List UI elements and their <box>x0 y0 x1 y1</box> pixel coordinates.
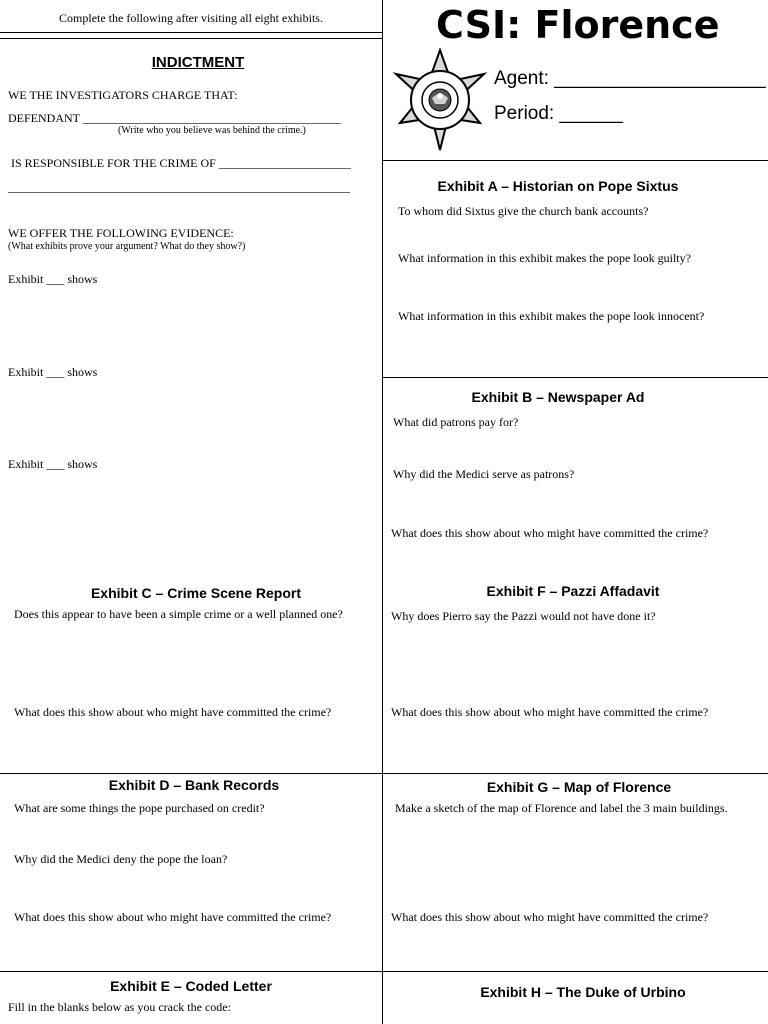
exhibit-d-q1: What are some things the pope purchased on credit? <box>14 801 265 815</box>
defendant-hint: (Write who you believe was behind the crime.) <box>118 125 306 136</box>
exhibit-f-q2: What does this show about who might have committed the crime? <box>391 705 709 719</box>
evidence-text: WE OFFER THE FOLLOWING EVIDENCE: <box>8 226 234 240</box>
right-rule-header <box>383 160 768 161</box>
charge-text: WE THE INVESTIGATORS CHARGE THAT: <box>8 88 238 102</box>
evidence-hint: (What exhibits prove your argument? What do they show?) <box>8 241 246 252</box>
exhibit-a-q3: What information in this exhibit makes the pope look innocent? <box>398 309 705 323</box>
exhibit-c-q2: What does this show about who might have committed the crime? <box>14 705 332 719</box>
exhibit-shows-3[interactable]: Exhibit ___ shows <box>8 457 98 471</box>
center-divider <box>382 0 383 1024</box>
exhibit-b-q2: Why did the Medici serve as patrons? <box>393 467 575 481</box>
exhibit-d-heading: Exhibit D – Bank Records <box>108 777 280 793</box>
exhibit-g-heading: Exhibit G – Map of Florence <box>486 779 672 795</box>
exhibit-c-heading: Exhibit C – Crime Scene Report <box>90 585 302 601</box>
exhibit-shows-2[interactable]: Exhibit ___ shows <box>8 365 98 379</box>
rule-d-e <box>0 971 768 972</box>
exhibit-f-heading: Exhibit F – Pazzi Affadavit <box>486 583 660 599</box>
sheriff-star-badge-icon <box>388 48 492 152</box>
rule-c-d <box>0 773 768 774</box>
exhibit-b-heading: Exhibit B – Newspaper Ad <box>471 389 645 405</box>
exhibit-g-q1: Make a sketch of the map of Florence and label the 3 main buildings. <box>395 801 728 815</box>
exhibit-a-heading: Exhibit A – Historian on Pope Sixtus <box>437 178 679 194</box>
exhibit-f-q1: Why does Pierro say the Pazzi would not have done it? <box>391 609 656 623</box>
crime-field[interactable]: IS RESPONSIBLE FOR THE CRIME OF ______________________ <box>11 156 351 170</box>
exhibit-b-q1: What did patrons pay for? <box>393 415 519 429</box>
crime-line[interactable]: _________________________________________________________ <box>8 180 350 194</box>
csi-badge <box>388 48 492 152</box>
left-top-rule-1 <box>0 32 382 33</box>
exhibit-e-q1: Fill in the blanks below as you crack the code: <box>8 1000 231 1014</box>
exhibit-c-q1: Does this appear to have been a simple crime or a well planned one? <box>14 607 343 621</box>
exhibit-shows-1[interactable]: Exhibit ___ shows <box>8 272 98 286</box>
period-field[interactable]: Period: ______ <box>494 103 623 124</box>
exhibit-e-heading: Exhibit E – Coded Letter <box>110 978 272 994</box>
defendant-field[interactable]: DEFENDANT ___________________________________________ <box>8 111 341 125</box>
exhibit-a-q1: To whom did Sixtus give the church bank accounts? <box>398 204 649 218</box>
top-note: Complete the following after visiting all eight exhibits. <box>59 11 323 25</box>
exhibit-a-q2: What information in this exhibit makes the pope look guilty? <box>398 251 691 265</box>
page-title: CSI: Florence <box>436 3 720 47</box>
indictment-heading: INDICTMENT <box>151 54 245 71</box>
left-top-rule-2 <box>0 38 382 39</box>
exhibit-d-q3: What does this show about who might have committed the crime? <box>14 910 332 924</box>
exhibit-h-heading: Exhibit H – The Duke of Urbino <box>480 984 686 1000</box>
exhibit-b-q3: What does this show about who might have committed the crime? <box>391 526 709 540</box>
agent-field[interactable]: Agent: ____________________ <box>494 68 766 89</box>
right-rule-a-b <box>383 377 768 378</box>
exhibit-d-q2: Why did the Medici deny the pope the loan? <box>14 852 228 866</box>
exhibit-g-q2: What does this show about who might have committed the crime? <box>391 910 709 924</box>
